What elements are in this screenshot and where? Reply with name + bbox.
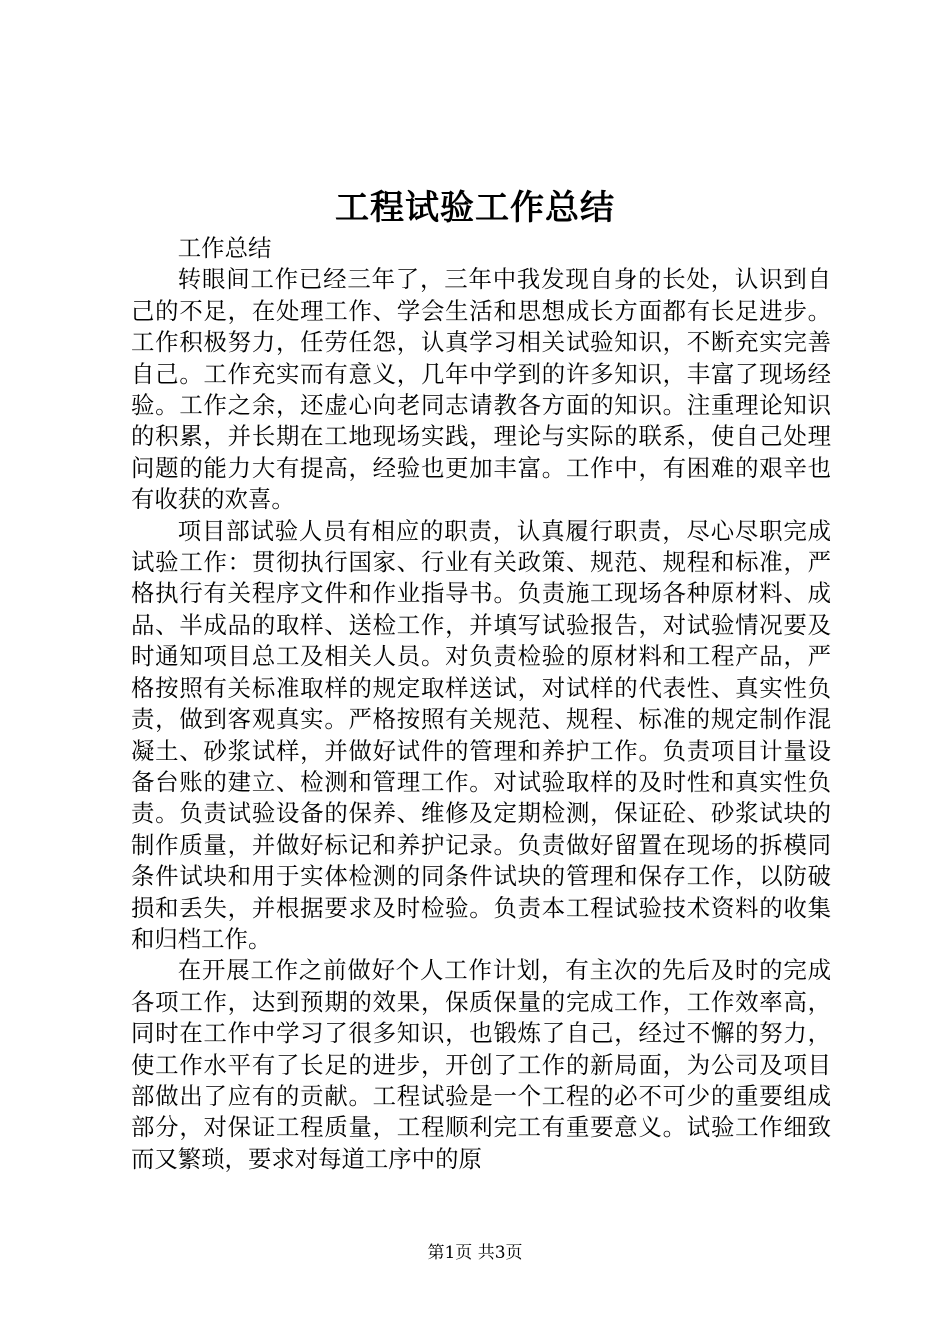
page-footer: 第1页 共3页 bbox=[427, 1243, 523, 1263]
document-title: 工程试验工作总结 bbox=[335, 188, 615, 228]
paragraph: 转眼间工作已经三年了，三年中我发现自身的长处，认识到自己的不足，在处理工作、学会生活和思想成长方面都有长足进步。工作积极努力，任劳任怨，认真学习相关试验知识，不断充实完善自己。工作充实而有意义，几年中学到的许多知识，丰富了现场经验。工作之余，还虚心向老同志请教各方面的知识。注重理论知识的积累，并长期在工地现场实践，理论与实际的联系，使自己处理问题的能力大有提高，经验也更加丰富。工作中，有困难的艰辛也有收获的欢喜。 bbox=[131, 265, 831, 514]
document-body bbox=[131, 233, 831, 1175]
paragraph-heading: 工作总结 bbox=[177, 234, 272, 262]
paragraph: 在开展工作之前做好个人工作计划，有主次的先后及时的完成各项工作，达到预期的效果，保质保量的完成工作，工作效率高，同时在工作中学习了很多知识，也锻炼了自己，经过不懈的努力，使工作水平有了长足的进步，开创了工作的新局面，为公司及项目部做出了应有的贡献。工程试验是一个工程的必不可少的重要组成部分，对保证工程质量，工程顺利完工有重要意义。试验工作细致而又繁琐，要求对每道工序中的原 bbox=[131, 956, 831, 1173]
paragraph: 项目部试验人员有相应的职责，认真履行职责，尽心尽职完成试验工作：贯彻执行国家、行业有关政策、规范、规程和标准，严格执行有关程序文件和作业指导书。负责施工现场各种原材料、成品、半成品的取样、送检工作，并填写试验报告，对试验情况要及时通知项目总工及相关人员。对负责检验的原材料和工程产品，严格按照有关标准取样的规定取样送试，对试样的代表性、真实性负责，做到客观真实。严格按照有关规范、规程、标准的规定制作混凝土、砂浆试样，并做好试件的管理和养护工作。负责项目计量设备台账的建立、检测和管理工作。对试验取样的及时性和真实性负责。负责试验设备的保养、维修及定期检测，保证砼、砂浆试块的制作质量，并做好标记和养护记录。负责做好留置在现场的拆模同条件试块和用于实体检测的同条件试块的管理和保存工作，以防破损和丢失，并根据要求及时检验。负责本工程试验技术资料的收集和归档工作。 bbox=[131, 516, 831, 953]
